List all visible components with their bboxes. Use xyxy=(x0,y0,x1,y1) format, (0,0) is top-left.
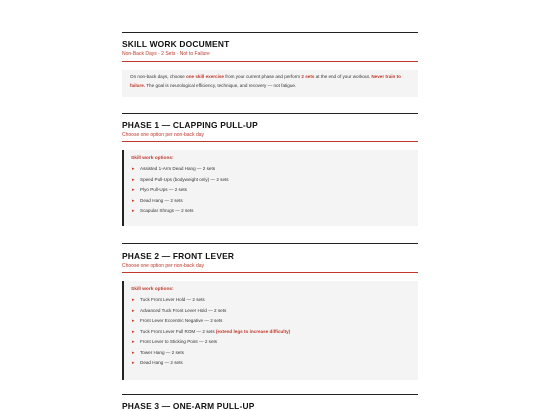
phase-1-options-list xyxy=(131,164,411,217)
intro-note xyxy=(122,70,418,97)
phase-1-title: PHASE 1 — CLAPPING PULL-UP xyxy=(122,120,258,130)
list-item xyxy=(131,327,411,338)
phase-1-subtitle: Choose one option per non-back day xyxy=(122,132,205,138)
phase-2-options-box xyxy=(122,281,418,380)
phase-1-rule xyxy=(122,113,418,114)
list-item-text: Dead Hang — 2 sets xyxy=(140,360,183,365)
list-item-text: Dead Hang — 2 sets xyxy=(140,197,183,203)
list-item-text: Front Lever Eccentric Negative — 2 sets xyxy=(140,318,223,323)
phase-2-options-label: Skill work options: xyxy=(131,287,174,292)
header-red-rule xyxy=(122,61,418,62)
list-item xyxy=(131,306,411,317)
list-item-text: Tuck Front Lever Hold — 2 sets xyxy=(140,297,205,302)
phase-3-rule xyxy=(122,394,418,395)
phase-1-options-box xyxy=(122,150,418,226)
phase-2-subtitle: Choose one option per non-back day xyxy=(122,263,205,269)
intro-text-3: at the end of your workout. xyxy=(314,74,372,79)
list-item xyxy=(131,175,411,186)
intro-emphasis-3: Never train to failure. xyxy=(130,74,401,88)
header-rule xyxy=(122,32,418,33)
phase-2-rule xyxy=(122,243,418,244)
document-subtitle: Non-Back Days · 2 Sets · Not to Failure xyxy=(122,51,210,57)
intro-text-4: The goal is neurological efficiency, technique, and recovery — not fatigue. xyxy=(145,82,297,88)
phase-2-title: PHASE 2 — FRONT LEVER xyxy=(122,251,235,261)
list-item xyxy=(131,164,411,175)
list-item-text: Front Lever to Sticking Point — 2 sets xyxy=(140,339,218,344)
list-item xyxy=(131,206,411,217)
list-item-text: Speed Pull-Ups (bodyweight only) — 2 sets xyxy=(140,176,229,182)
list-item xyxy=(131,295,411,306)
intro-emphasis-1: one skill exercise xyxy=(185,74,224,79)
phase-1-options-label: Skill work options: xyxy=(131,156,174,161)
list-item-text: Tower Hang — 2 sets xyxy=(140,349,184,355)
intro-emphasis-2: 2 sets xyxy=(301,74,315,79)
phase-2-options-list xyxy=(131,295,411,369)
document-title: SKILL WORK DOCUMENT xyxy=(122,39,230,49)
list-item-text: Advanced Tuck Front Lever Hold — 2 sets xyxy=(140,307,227,313)
list-item xyxy=(131,337,411,348)
intro-text-1: On non-back days, choose xyxy=(130,74,186,79)
phase-2-red-rule xyxy=(122,272,418,273)
document-column xyxy=(122,0,418,411)
list-item xyxy=(131,196,411,207)
list-item xyxy=(131,185,411,196)
list-item xyxy=(131,358,411,369)
list-item-text: Assisted 1-Arm Dead Hang — 2 sets xyxy=(140,166,216,171)
list-item-text: Plyo Pull-Ups — 2 sets xyxy=(140,187,187,193)
phase-1-red-rule xyxy=(122,141,418,142)
list-item-text: Scapular Shrugs — 2 sets xyxy=(140,208,194,214)
intro-text-2: from your current phase and perform xyxy=(224,74,302,79)
list-item-highlight: (extend legs to increase difficulty) xyxy=(215,328,291,334)
phase-3-title: PHASE 3 — ONE-ARM PULL-UP xyxy=(122,401,255,411)
list-item xyxy=(131,316,411,327)
list-item xyxy=(131,348,411,359)
list-item-text: Tuck Front Lever Full ROM — 2 sets xyxy=(140,328,216,334)
